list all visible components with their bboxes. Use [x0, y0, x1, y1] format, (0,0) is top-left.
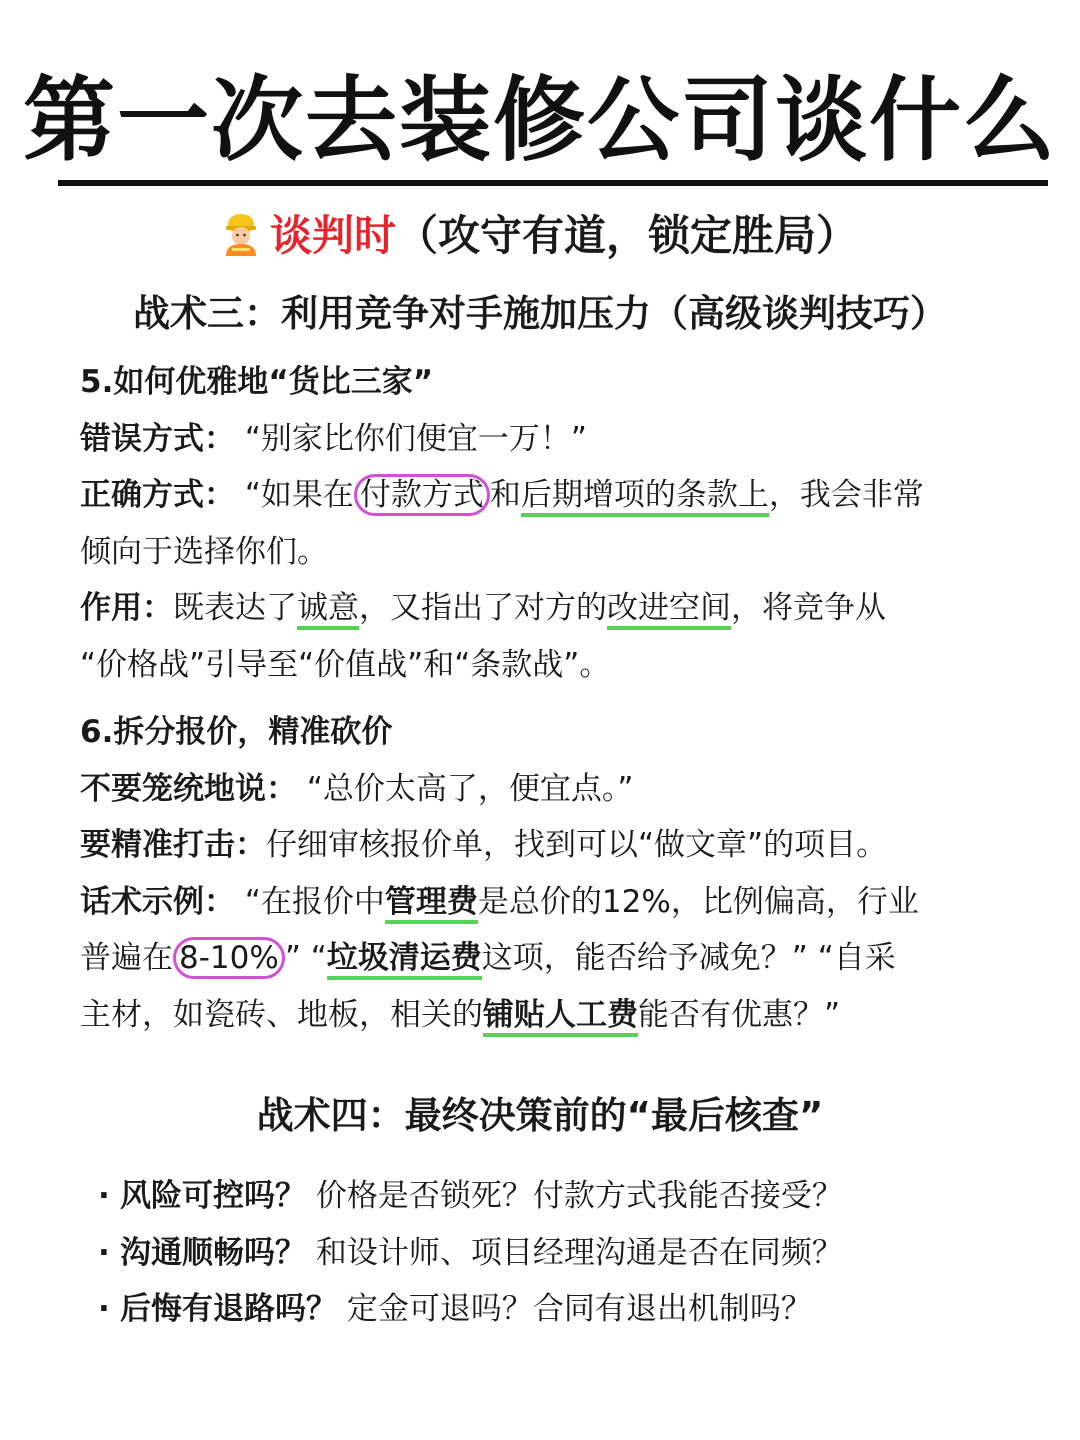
underlined-labor-fee: 铺贴人工费 [483, 997, 638, 1037]
effect-text-1: 既表达了 [173, 590, 297, 626]
bullet-dot: · [98, 1178, 110, 1214]
section-header [0, 206, 1080, 266]
dont-say-text: “总价太高了，便宜点。” [306, 770, 634, 807]
precise-strike-text: 仔细审核报价单，找到可以“做文章”的项目。 [266, 827, 888, 863]
tactic-3-heading: 战术三：利用竞争对手施加压力（高级谈判技巧） [133, 292, 947, 335]
construction-worker-icon [222, 210, 260, 256]
final-check-list [98, 1168, 998, 1338]
right-way-text-1: “如果在 [244, 477, 354, 513]
item-5-title: 5.如何优雅地“货比三家” [80, 364, 434, 400]
circled-payment-method: 付款方式 [354, 474, 490, 516]
bullet-dot: · [98, 1234, 110, 1271]
page-title: 第一次去装修公司谈什么 [22, 67, 1057, 174]
section-subtitle: （攻守有道，锁定胜局） [396, 211, 859, 260]
example-text-2: 是总价的12%，比例偏高，行业 [477, 883, 919, 920]
list-item [98, 1168, 998, 1225]
item-6-block [80, 704, 1010, 1043]
example-label: 话术示例： [80, 883, 235, 920]
effect-label: 作用： [80, 590, 173, 626]
example-text-5: 这项，能否给予减免？” “自采 [481, 940, 896, 976]
bullet-label: 后悔有退路吗？ [120, 1291, 337, 1327]
title-divider [58, 180, 1048, 186]
underlined-later-additions: 后期增项的条款上 [521, 477, 769, 517]
dont-say-label: 不要笼统地说： [80, 770, 297, 807]
example-text-7: 能否有优惠？” [638, 996, 841, 1033]
underlined-sincerity: 诚意 [297, 590, 359, 630]
wrong-way-text: “别家比你们便宜一万！” [244, 420, 587, 457]
example-text-6: 主材，如瓷砖、地板，相关的 [80, 996, 483, 1033]
underlined-waste-removal-fee: 垃圾清运费 [327, 940, 482, 980]
dont-say-line [80, 761, 1010, 818]
bullet-dot: · [98, 1291, 110, 1327]
item-6-title: 6.拆分报价，精准砍价 [80, 714, 393, 750]
right-way-line-2: 倾向于选择你们。 [80, 533, 328, 570]
underlined-improvement-space: 改进空间 [607, 590, 731, 630]
list-item [98, 1281, 998, 1338]
right-way-text-3: ，我会非常 [768, 477, 924, 513]
wrong-way-label: 错误方式： [80, 420, 235, 457]
wrong-way-line [80, 411, 1010, 468]
precise-strike-label: 要精准打击： [80, 827, 266, 863]
example-text-4: ” “ [284, 940, 327, 976]
circled-percentage: 8-10% [173, 937, 285, 979]
example-line-3 [80, 987, 1010, 1044]
tactic-4-heading: 战术四：最终决策前的“最后核查” [256, 1094, 824, 1137]
underlined-management-fee: 管理费 [385, 884, 478, 924]
bullet-text: 和设计师、项目经理沟通是否在同频？ [315, 1234, 843, 1271]
bullet-text: 价格是否锁死？付款方式我能否接受？ [315, 1178, 843, 1214]
bullet-text: 定金可退吗？合同有退出机制吗？ [346, 1291, 812, 1327]
right-way-text-2: 和 [489, 477, 521, 513]
effect-text-3: ，将竞争从 [731, 590, 886, 626]
item-5-block [80, 354, 1010, 693]
right-way-line [80, 467, 1010, 524]
precise-strike-line [80, 817, 1010, 874]
section-highlight: 谈判时 [269, 211, 396, 260]
bullet-label: 风险可控吗？ [120, 1178, 306, 1214]
bullet-label: 沟通顺畅吗？ [120, 1234, 306, 1271]
list-item [98, 1225, 998, 1282]
example-text-1: “在报价中 [244, 883, 385, 920]
effect-line-2: “价格战”引导至“价值战”和“条款战”。 [80, 646, 611, 683]
effect-line [80, 580, 1010, 637]
example-line-1 [80, 874, 1010, 931]
right-way-label: 正确方式： [80, 477, 235, 513]
example-line-2 [80, 930, 1010, 987]
effect-text-2: ，又指出了对方的 [359, 590, 607, 626]
example-text-3: 普遍在 [80, 940, 173, 976]
